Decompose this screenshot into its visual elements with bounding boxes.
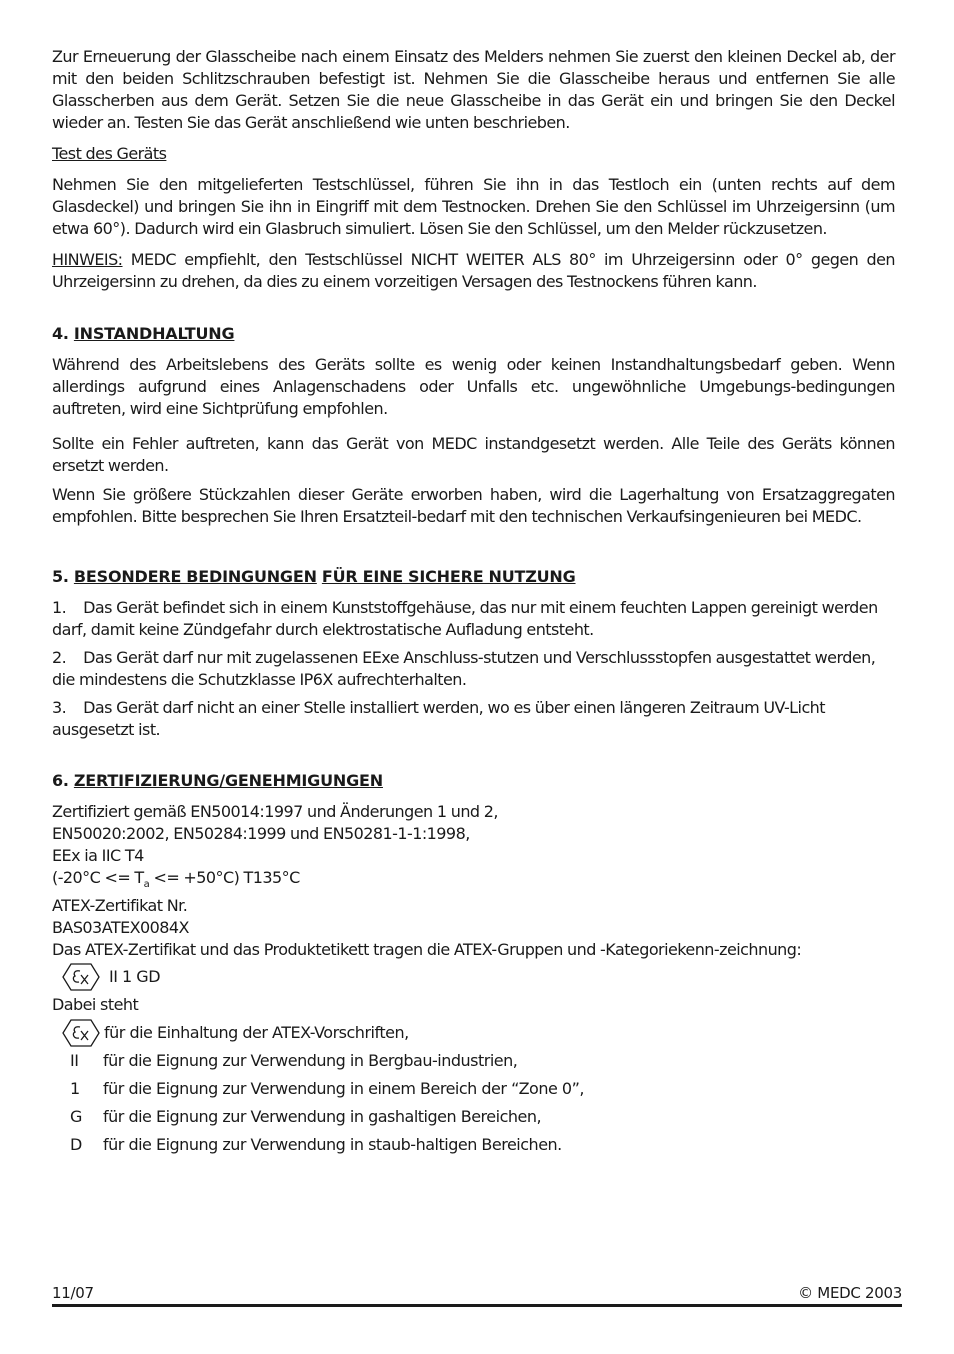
- ex-meaning-row: [52, 1019, 895, 1047]
- section-6-number: 6.: [52, 771, 74, 790]
- section-5-title-a: BESONDERE BEDINGUNGEN: [73, 567, 317, 586]
- atex-line-3: Das ATEX-Zertifikat und das Produktetikett tragen die ATEX-Gruppen und -Kategoriekenn-zeichnung:: [52, 940, 802, 959]
- legend-text: für die Eignung zur Verwendung in Bergbau-industrien,: [103, 1051, 518, 1070]
- footer-date: 11/07: [52, 1284, 94, 1302]
- dabei-steht: Dabei steht: [52, 995, 139, 1014]
- note-text: MEDC empfiehlt, den Testschlüssel NICHT WEITER ALS 80° im Uhrzeigersinn oder 0° gegen den Uhrzeigersinn zu drehen, da dies zu einem vorzeitigen Versagen des Testnockens führen kann.: [52, 250, 895, 291]
- ex-marking-text: II 1 GD: [109, 967, 161, 986]
- legend-text: für die Eignung zur Verwendung in einem Bereich der “Zone 0”,: [103, 1079, 584, 1098]
- section-6-title: ZERTIFIZIERUNG/GENEHMIGUNGEN: [73, 771, 383, 790]
- section-4-paragraph-2: Sollte ein Fehler auftreten, kann das Gerät von MEDC instandgesetzt werden. Alle Teile des Geräts können ersetzt werden.: [52, 434, 895, 475]
- section-4-title: INSTANDHALTUNG: [73, 324, 235, 343]
- legend-row: [52, 1131, 895, 1159]
- test-heading-text: Test des Geräts: [52, 144, 167, 163]
- legend-row: [52, 1047, 895, 1075]
- ex-meaning-text: für die Einhaltung der ATEX-Vorschriften,: [104, 1023, 409, 1042]
- section-4-number: 4.: [52, 324, 74, 343]
- section-4-paragraph-1: Während des Arbeitslebens des Geräts sollte es wenig oder keinen Instandhaltungsbedarf geben. Wenn allerdings aufgrund eines Anlagenschadens oder Unfalls etc. ungewöhnliche Umgebungs-bedingungen auftreten, wird eine Sichtprüfung empfohlen.: [52, 355, 895, 418]
- section-6-heading: [52, 770, 895, 792]
- cert-line-3: EEx ia IIC T4: [52, 846, 144, 865]
- ex-marking-row: [52, 963, 895, 991]
- section-5-item-2: 2. Das Gerät darf nur mit zugelassenen EExe Anschluss-stutzen und Verschlussstopfen ausgestattet werden, die mindestens die Schutzklasse IP6X aufrechterhalten.: [52, 648, 876, 689]
- legend-text: für die Eignung zur Verwendung in staub-haltigen Bereichen.: [103, 1135, 562, 1154]
- section-5-heading: [52, 566, 895, 588]
- ex-hexagon-icon: [62, 963, 100, 991]
- atex-line-1: ATEX-Zertifikat Nr.: [52, 896, 188, 915]
- intro-paragraph-1: Zur Erneuerung der Glasscheibe nach einem Einsatz des Melders nehmen Sie zuerst den kleinen Deckel ab, der mit den beiden Schlitzschrauben befestigt ist. Nehmen Sie die Glasscheibe heraus und entfernen Sie alle Glasscherben aus dem Gerät. Setzen Sie die neue Glasscheibe in das Gerät ein und bringen Sie den Deckel wieder an. Testen Sie das Gerät anschließend wie unten beschrieben.: [52, 47, 895, 132]
- certification-block: [52, 801, 895, 889]
- section-5-number: 5.: [52, 567, 74, 586]
- cert-line-2: EN50020:2002, EN50284:1999 und EN50281-1-1:1998,: [52, 824, 470, 843]
- legend-text: für die Eignung zur Verwendung in gashaltigen Bereichen,: [103, 1107, 542, 1126]
- temp-part-a: (-20°C <= T: [52, 868, 144, 887]
- ex-hexagon-icon: [62, 1019, 100, 1047]
- cert-line-1: Zertifiziert gemäß EN50014:1997 und Änderungen 1 und 2,: [52, 802, 498, 821]
- test-heading: [52, 143, 895, 165]
- atex-line-2: BAS03ATEX0084X: [52, 918, 189, 937]
- note-label: HINWEIS:: [52, 250, 123, 269]
- legend-row: [52, 1103, 895, 1131]
- temperature-range: [52, 867, 895, 889]
- temp-part-b: <= +50°C) T135°C: [149, 868, 300, 887]
- footer-rule: [52, 1304, 902, 1307]
- legend-key: II: [70, 1051, 79, 1070]
- note-paragraph: [52, 249, 895, 293]
- atex-block: [52, 895, 895, 961]
- section-5-title-b: FÜR EINE SICHERE NUTZUNG: [321, 567, 576, 586]
- legend-key: 1: [70, 1079, 80, 1098]
- section-4-paragraph-3: Wenn Sie größere Stückzahlen dieser Geräte erworben haben, wird die Lagerhaltung von Ersatzaggregaten empfohlen. Bitte besprechen Sie Ihren Ersatzteil-bedarf mit den technischen Verkaufsingenieuren bei MEDC.: [52, 485, 895, 526]
- footer-copyright: © MEDC 2003: [798, 1284, 902, 1302]
- section-5-item-3: 3. Das Gerät darf nicht an einer Stelle installiert werden, wo es über einen längeren Zeitraum UV-Licht ausgesetzt ist.: [52, 698, 826, 739]
- legend-row: [52, 1075, 895, 1103]
- document-page: [52, 46, 895, 1159]
- temp-subscript: a: [143, 879, 150, 890]
- section-4-heading: [52, 323, 895, 345]
- section-5-item-1: 1. Das Gerät befindet sich in einem Kunststoffgehäuse, das nur mit einem feuchten Lappen gereinigt werden darf, damit keine Zündgefahr durch elektrostatische Aufladung entsteht.: [52, 598, 878, 639]
- legend-key: G: [70, 1107, 82, 1126]
- legend-key: D: [70, 1135, 82, 1154]
- page-footer: [52, 1282, 902, 1304]
- intro-paragraph-2: Nehmen Sie den mitgelieferten Testschlüssel, führen Sie ihn in das Testloch ein (unten rechts auf dem Glasdeckel) und bringen Sie ihn in Eingriff mit dem Testnocken. Drehen Sie den Schlüssel im Uhrzeigersinn (um etwa 60°). Dadurch wird ein Glasbruch simuliert. Lösen Sie den Schlüssel, um den Melder rückzusetzen.: [52, 175, 895, 238]
